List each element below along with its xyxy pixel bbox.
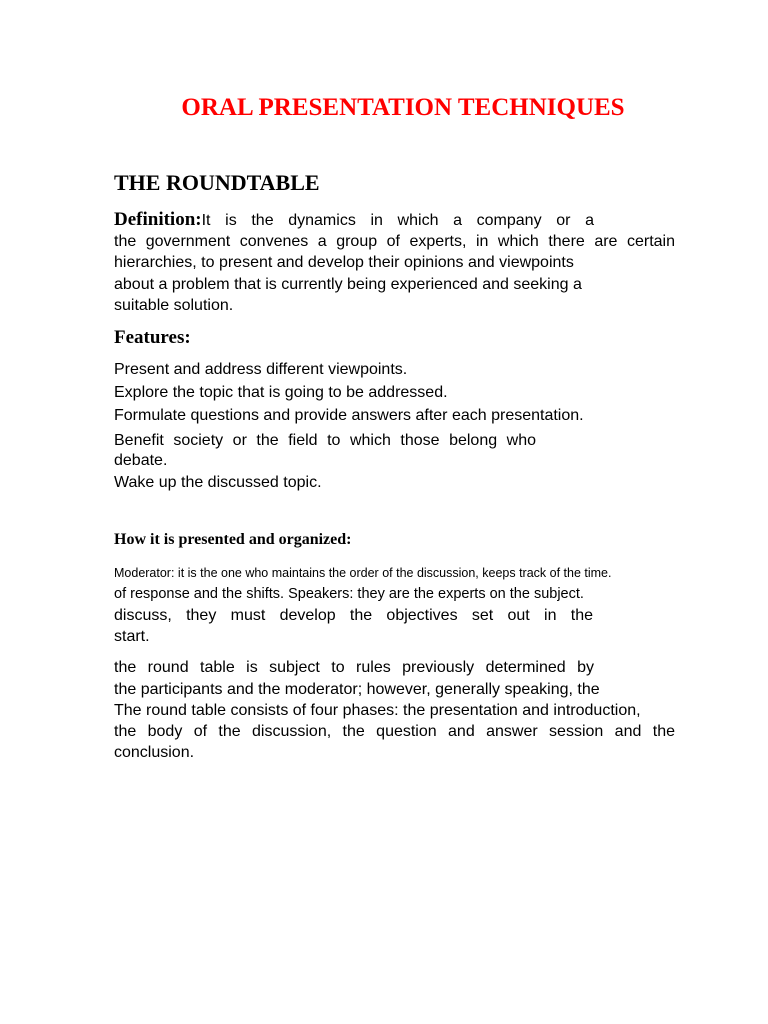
organization-line: of response and the shifts. Speakers: they are the experts on the subject. (114, 586, 584, 602)
definition-line: the government convenes a group of experts, in which there are certain (114, 233, 675, 250)
definition-line: hierarchies, to present and develop their opinions and viewpoints (114, 254, 574, 271)
document-title: ORAL PRESENTATION TECHNIQUES (181, 94, 625, 121)
organization-line: the participants and the moderator; however, generally speaking, the (114, 681, 600, 698)
feature-item: Explore the topic that is going to be addressed. (114, 384, 448, 401)
feature-item: Wake up the discussed topic. (114, 474, 322, 491)
section-heading: THE ROUNDTABLE (114, 170, 320, 195)
organization-line: conclusion. (114, 744, 195, 761)
organization-line: discuss, they must develop the objectives set out in the (114, 607, 593, 624)
definition-line: about a problem that is currently being experienced and seeking a (114, 276, 582, 293)
definition-label: Definition: (114, 209, 202, 230)
feature-item: Present and address different viewpoints. (114, 361, 408, 378)
feature-item: Formulate questions and provide answers after each presentation. (114, 407, 584, 424)
features-heading: Features: (114, 327, 191, 348)
organization-line: The round table consists of four phases: the presentation and introduction, (114, 702, 641, 719)
organization-line: the body of the discussion, the question and answer session and the (114, 723, 675, 740)
feature-item-continuation: debate. (114, 452, 168, 469)
definition-line: suitable solution. (114, 297, 234, 314)
organization-line: start. (114, 628, 150, 645)
organization-line: Moderator: it is the one who maintains the order of the discussion, keeps track of the time. (114, 566, 612, 580)
organization-line: the round table is subject to rules previously determined by (114, 659, 594, 676)
feature-item: Benefit society or the field to which those belong who (114, 432, 536, 449)
definition-line: It is the dynamics in which a company or a (201, 212, 594, 229)
definition-first-line (114, 210, 594, 231)
organization-heading: How it is presented and organized: (114, 531, 352, 548)
